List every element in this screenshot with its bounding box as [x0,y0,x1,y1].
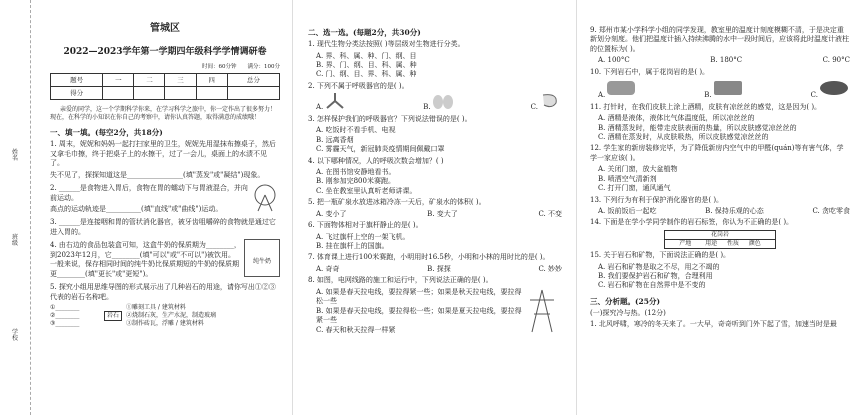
option: A. [316,103,324,112]
score-header: 三 [165,74,196,87]
intro-text: 亲爱的同学，这一个学期科学你来，在学习科学之旅中，你一定作出了很多努力！现在，在科学的小知识在你自己的考察中，请你认真答题，取得满意的成绩哦！ [50,106,277,122]
option: A. [598,91,606,100]
margin-label-name: 姓名 [12,149,19,162]
score-row-label: 得分 [51,87,103,100]
rock-mind-map [50,304,280,328]
option: B. [704,91,712,100]
rock-use: ②烧制石灰，生产水泥，制造玻璃 [126,312,217,320]
question: 13. 下列行为有利于保护消化器官的是( )。 [590,195,724,204]
option: A. 关闭门窗，放大盆植物 [598,165,678,174]
question: 1. 北风呼啸，寒冷的冬天来了。一大早，奇奇听到门外下起了雪，加速当时是最 [590,320,837,329]
exam-district: 管城区 [150,23,180,34]
option: A. 100°C [598,56,630,65]
question: 4. 由右边的食品包装盒可知，这盒牛奶的保质期为________，到2023年12月，它________(填"可以"或"不可以")被饮用。一般来说，保存相同时间的纯牛奶比保质期短的牛奶的保质期更________(填"更长"或"更短")。 [50,241,241,278]
stomach-icon [538,93,562,109]
question: 5. 把一瓶矿泉水放进冰箱冷冻一天后，矿泉水的体积( )。 [308,198,486,207]
option: C. 妙妙 [538,264,562,273]
column-divider [576,0,577,415]
score-header: 题号 [51,74,103,87]
option: C. 90°C [822,56,850,65]
cut-line [30,0,31,415]
question: 1. 现代生物分类法按照( )等层级对生物进行分类。 [308,40,465,49]
option: A. 在图书馆安静地看书。 [316,167,396,176]
margin-label-school: 学校 [12,329,19,342]
trachea-icon [323,93,347,109]
option: A. 吃饭时不看手机、电视 [316,126,396,135]
option: C. [530,103,538,112]
question: 2. 下列不属于呼吸器官的是( )。 [308,81,409,90]
ferris-wheel-icon [250,182,280,212]
option: B. 挂在旗杆上的国旗。 [316,242,389,250]
rock-blank: ③________ [50,320,80,328]
subsection-heading: (一)探究冷与热。(12分) [590,308,666,317]
option: A. 如果是春天拉电线，要拉得紧一些；如果是秋天拉电线，要拉得松一些 [316,287,522,306]
option: C. 雾霾天气，新冠肺炎疫情期间佩戴口罩 [316,145,445,154]
option: A. 酒精是液体，液体比气体温度低，所以凉丝丝的 [598,114,755,123]
question: 8. 如图，电网线路的施工和运行中，下列说法正确的是( )。 [308,276,493,285]
score-table [50,73,280,100]
question: 15. 关于岩石和矿物，下面说法正确的是( )。 [590,251,731,260]
option: B. 保持乐观的心态 [705,207,764,215]
question: 3. ______是连接咽和胃的管状消化器官，被牙齿咀嚼碎的食物就是通过它进入胃的。 [50,218,276,236]
score-header: 总分 [227,74,279,87]
column-divider [292,0,293,415]
question: 2. ______是食物进入胃后，食物在胃的蠕动下与胃液混合，并向前运动。 [50,184,248,202]
option: B. 变大了 [427,209,458,218]
option: C. 不变 [538,209,562,218]
question: 3. 怎样保护我们的呼吸器官？下列说法错误的是( )。 [308,114,472,123]
option: C. [810,91,818,100]
score-header: 一 [103,74,134,87]
binding-margin [0,0,42,415]
option: B. 如果是春天拉电线，要拉得松一些；如果是夏天拉电线，要拉得紧一些 [316,306,522,325]
question: 11. 打针时，在我们皮肤上涂上酒精，皮肤有凉丝丝的感觉，这是因为( )。 [590,102,822,111]
question-continued: 高点的运动轨迹是__________(填"直线"或"曲线")运动。 [50,205,223,213]
option: B. 界、门、纲、目、科、属、种 [316,61,417,69]
option: C. 贪吃零食 [812,207,850,215]
option: C. 坐在教室里认真听老师讲课。 [316,186,417,195]
rock-blank: ②________ [50,312,80,320]
option: B. [423,103,431,112]
question: 7. 体育课上进行100米赛跑，小明用时16.5秒，小明和小林的用时比的是( )。 [308,253,550,262]
page-column-3 [582,0,858,415]
option: B. 我们要保护岩石和矿物，合理利用 [598,271,713,280]
rock-use: ①雕刻工具 / 建筑材料 [126,303,186,311]
option: A. 岩石和矿物是取之不尽，用之不竭的 [598,262,720,271]
option: B. 探探 [427,264,451,273]
question: 6. 下面物体相对于旗杆静止的是( )。 [308,221,423,230]
question: 14. 下面是在学小学同学制作的岩石标签，你认为不正确的是( )。 [590,218,794,227]
power-pylon-icon [522,288,562,334]
rock-blank: ①________ [50,303,80,311]
section-heading: 一、填一填。(每空2分，共18分) [50,128,163,138]
rock-label-card [664,230,776,249]
rock-sample-icon [818,79,850,97]
option: B. 喷洒空气清新剂 [598,174,657,183]
section-heading: 三、分析题。(25分) [590,296,661,306]
option: B. 远离香烟 [316,135,354,144]
option: C. 岩石和矿物在自然界中是不变的 [598,281,706,290]
question-continued: 失不见了，探探知道这是________________(填"蒸发"或"凝结")现象。 [50,170,265,179]
rock-sample-icon [605,79,637,97]
section-heading: 二、选一选。(每题2分，共30分) [308,28,421,37]
option: C. 门、纲、目、界、科、属、种 [316,70,417,79]
page-column-2 [300,0,570,415]
option: C. 春天和秋天拉得一样紧 [316,325,396,334]
page-column-1 [42,0,288,415]
option: A. 界、科、属、种、门、纲、目 [316,51,417,60]
option: A. 奇奇 [316,264,340,273]
question: 4. 以下哪种情况，人的呼吸次数会增加？( ) [308,156,444,165]
exam-meta: 时间：60分钟 满分：100分 [202,63,280,70]
question: 9. 郑州市某小学科学小组的同学发现，教室里的温度计刻度模糊不清，于是决定重新划分刻度。他们把温度计插入持续沸腾的水中一段时间后，应该将此时温度计液柱的位置标为( )。 [590,26,849,53]
rock-label-fields: 产地 用途 性质 颜色 [679,239,761,247]
rock-label-title: 花岗岩 [665,231,775,240]
question: 1. 周末，妮妮和妈妈一起打扫家里的卫生，妮妮先用湿抹布擦桌子，然后又拿毛巾擦，终于把桌子上的水擦干，过了一会儿，桌面上的水渍不见了。 [50,140,276,168]
option: A. 飞过旗杆上空的一架飞机。 [316,232,410,241]
option: A. 变小了 [316,209,347,218]
exam-title: 2022—2023学年第一学期四年级科学学情调研卷 [63,46,267,57]
rock-center-node: 岩石 [104,311,122,321]
rock-use: ③制作砖瓦，浮雕 / 建筑材料 [126,320,204,328]
option: C. 酒精在蒸发时，从皮肤吸热，所以皮肤感觉凉丝丝的 [598,132,769,141]
option: B. 刚参加完800米赛跑。 [316,177,395,186]
milk-carton-image [244,239,280,277]
score-header: 四 [196,74,227,87]
rock-sample-icon [712,79,744,97]
question: 10. 下列岩石中，属于花岗岩的是( )。 [590,67,710,76]
question: 5. 探究小组用思维导图的形式展示出了几种岩石的用途，请你写出①②③代表的岩石名称吧。 [50,283,276,301]
option: A. 饭前饭后一起吃 [598,207,657,215]
margin-label-class: 班级 [12,234,19,247]
lungs-icon [431,93,455,109]
option: B. 180°C [710,56,743,65]
score-header: 二 [134,74,165,87]
milk-label: 纯牛奶 [252,258,271,266]
question: 12. 学生家的新房装修完毕，为了降低新房内空气中的甲醛(quán)等有害气体，学学一家应该( )。 [590,144,844,162]
option: C. 打开门窗，通风通气 [598,184,671,193]
option: B. 酒精蒸发时，能带走皮肤表面的热量，所以皮肤感觉凉丝丝的 [598,123,797,132]
